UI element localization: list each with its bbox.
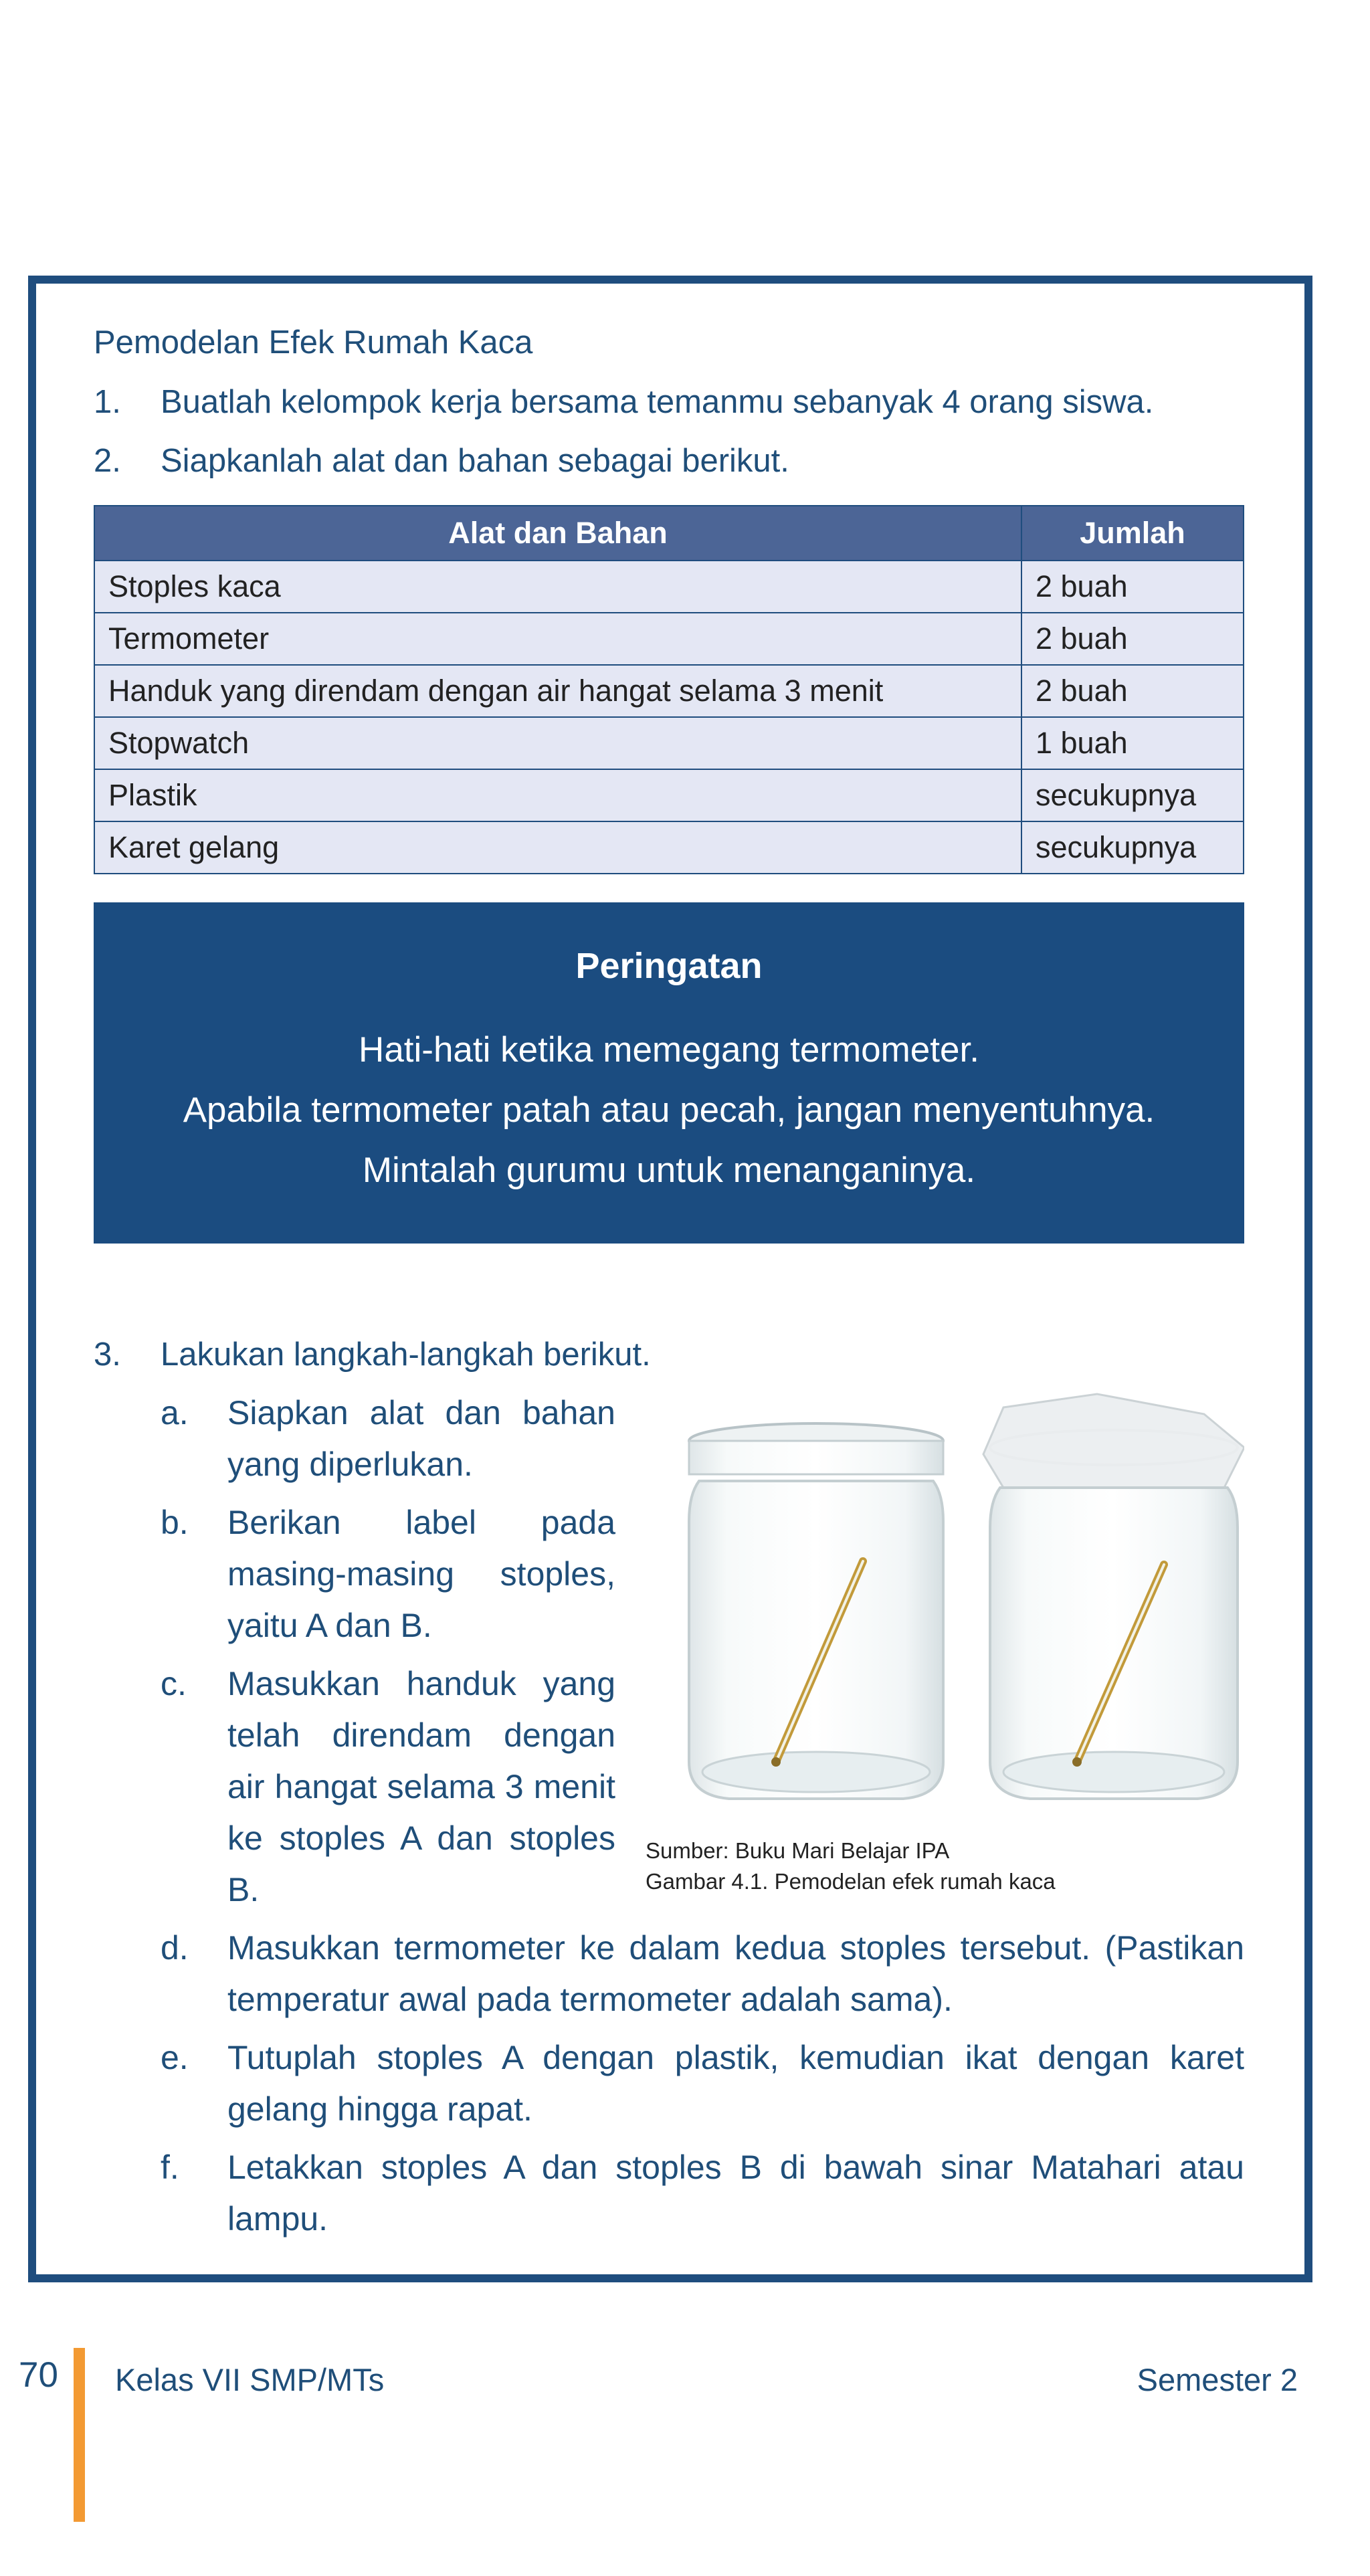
sub-step-c bbox=[161, 1658, 615, 1916]
figure-source: Sumber: Buku Mari Belajar IPA bbox=[646, 1838, 950, 1863]
sub-step-a bbox=[161, 1387, 615, 1490]
footer-accent-bar bbox=[74, 2348, 85, 2522]
footer-semester-label: Semester 2 bbox=[1137, 2362, 1298, 2397]
warning-line: Apabila termometer patah atau pecah, jangan menyentuhnya. bbox=[183, 1090, 1155, 1130]
table-row bbox=[94, 717, 1244, 769]
sub-step-letter: f. bbox=[161, 2148, 179, 2186]
warning-line: Mintalah gurumu untuk menanganinya. bbox=[362, 1151, 976, 1191]
warning-box bbox=[94, 902, 1244, 1244]
header-alat-bahan: Alat dan Bahan bbox=[94, 506, 1021, 561]
table-cell: 2 buah bbox=[1021, 561, 1244, 613]
step-text: Lakukan langkah-langkah berikut. bbox=[161, 1336, 651, 1373]
sub-step-e bbox=[161, 2032, 1244, 2135]
sub-step-f bbox=[161, 2142, 1244, 2245]
table-row bbox=[94, 665, 1244, 717]
sub-step-letter: a. bbox=[161, 1393, 189, 1431]
figure-caption bbox=[646, 1836, 1056, 1897]
materials-table bbox=[94, 505, 1244, 874]
sub-steps-full bbox=[161, 1922, 1244, 2245]
step-number: 3. bbox=[94, 1336, 121, 1373]
table-row bbox=[94, 561, 1244, 613]
sub-steps-left bbox=[161, 1387, 615, 1916]
table-row bbox=[94, 821, 1244, 874]
step-3 bbox=[94, 1334, 1244, 2252]
table-cell: Stopwatch bbox=[94, 717, 1021, 769]
table-cell: secukupnya bbox=[1021, 769, 1244, 821]
sub-step-d bbox=[161, 1922, 1244, 2025]
jars-photo bbox=[669, 1387, 1244, 1815]
table-cell: Handuk yang direndam dengan air hangat selama 3 menit bbox=[94, 665, 1021, 717]
step-text: Siapkanlah alat dan bahan sebagai berikut. bbox=[161, 442, 789, 479]
table-cell: 2 buah bbox=[1021, 613, 1244, 665]
table-cell: Plastik bbox=[94, 769, 1021, 821]
page-number: 70 bbox=[19, 2355, 58, 2395]
sub-step-text: Siapkan alat dan bahan yang diperlukan. bbox=[227, 1393, 615, 1483]
header-jumlah: Jumlah bbox=[1021, 506, 1244, 561]
footer-class-label: Kelas VII SMP/MTs bbox=[115, 2362, 385, 2397]
sub-step-text: Berikan label pada masing-masing stoples, yaitu A dan B. bbox=[227, 1503, 615, 1644]
sub-step-text: Letakkan stoples A dan stoples B di bawah sinar Matahari atau lampu. bbox=[227, 2148, 1244, 2238]
sub-step-letter: e. bbox=[161, 2038, 189, 2076]
sub-step-letter: c. bbox=[161, 1664, 187, 1702]
step-2 bbox=[94, 440, 1244, 483]
jar-b bbox=[689, 1423, 943, 1799]
sub-step-b bbox=[161, 1497, 615, 1652]
step-number: 2. bbox=[94, 442, 121, 479]
table-cell: Stoples kaca bbox=[94, 561, 1021, 613]
table-row bbox=[94, 613, 1244, 665]
sub-step-text: Masukkan termometer ke dalam kedua stoples tersebut. (Pastikan temperatur awal pada termometer adalah sama). bbox=[227, 1928, 1244, 2018]
step-3-body bbox=[94, 1387, 1244, 2245]
warning-title: Peringatan bbox=[575, 946, 763, 987]
table-cell: Karet gelang bbox=[94, 821, 1021, 874]
sub-step-text: Masukkan handuk yang telah direndam dengan air hangat selama 3 menit ke stoples A dan stoples B. bbox=[227, 1664, 615, 1908]
jar-a bbox=[983, 1394, 1244, 1799]
table-row bbox=[94, 769, 1244, 821]
table-cell: 2 buah bbox=[1021, 665, 1244, 717]
sub-step-text: Tutuplah stoples A dengan plastik, kemudian ikat dengan karet gelang hingga rapat. bbox=[227, 2038, 1244, 2128]
activity-heading: Pemodelan Efek Rumah Kaca bbox=[94, 324, 533, 361]
sub-step-letter: b. bbox=[161, 1503, 189, 1541]
table-header-row bbox=[94, 506, 1244, 561]
table-cell: secukupnya bbox=[1021, 821, 1244, 874]
activity-box bbox=[28, 276, 1312, 2282]
table-cell: Termometer bbox=[94, 613, 1021, 665]
activity-content bbox=[94, 324, 1244, 2238]
table-cell: 1 buah bbox=[1021, 717, 1244, 769]
step-text: Buatlah kelompok kerja bersama temanmu sebanyak 4 orang siswa. bbox=[161, 384, 1154, 420]
warning-line: Hati-hati ketika memegang termometer. bbox=[359, 1030, 979, 1070]
sub-step-letter: d. bbox=[161, 1928, 189, 1967]
step-3-title bbox=[94, 1334, 1244, 1377]
figure-title: Gambar 4.1. Pemodelan efek rumah kaca bbox=[646, 1868, 1056, 1894]
step-1 bbox=[94, 381, 1244, 424]
step-number: 1. bbox=[94, 384, 121, 420]
